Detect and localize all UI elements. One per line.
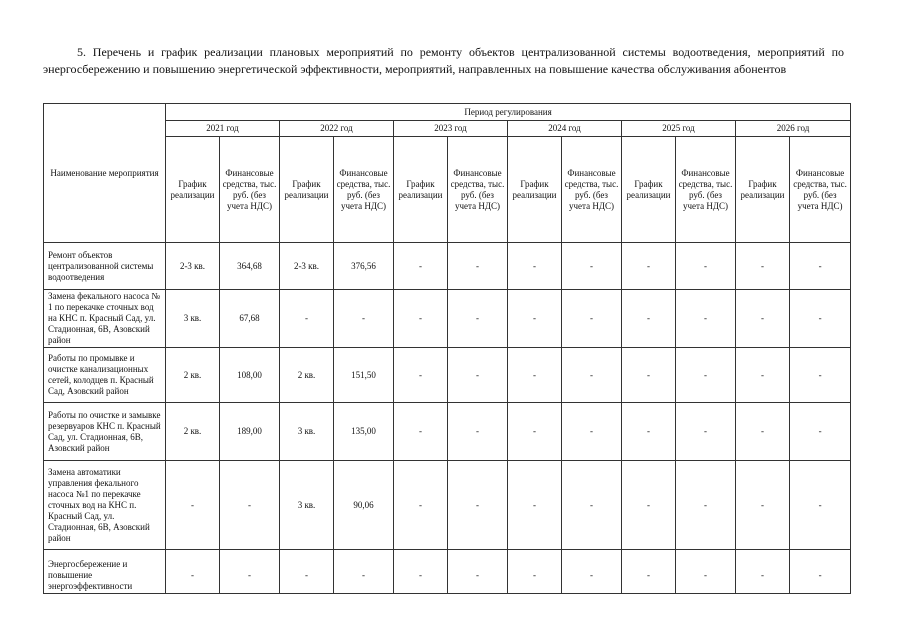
schedule-cell: - (508, 348, 562, 403)
finance-cell: - (790, 403, 851, 461)
year-header: 2021 год (166, 121, 280, 137)
finance-cell: - (562, 290, 622, 348)
schedule-cell: - (736, 348, 790, 403)
finance-cell: - (448, 403, 508, 461)
schedule-cell: 2 кв. (280, 348, 334, 403)
event-name-cell: Замена фекального насоса № 1 по перекачке сточных вод на КНС п. Красный Сад, ул. Стадионная, 6В, Азовский район (44, 290, 166, 348)
finance-cell: - (676, 558, 736, 594)
spacer-cell (166, 550, 220, 559)
year-header: 2022 год (280, 121, 394, 137)
period-header: Период регулирования (166, 104, 851, 121)
schedule-cell: 2-3 кв. (280, 243, 334, 290)
section-heading: 5. Перечень и график реализации плановых мероприятий по ремонту объектов централизованной системы водоотведения, мероприятий по энергосбережению и повышению энергетической эффективности, мероприятий, направленных на повышение качества обслуживания абонентов (43, 45, 844, 76)
table-row (44, 558, 851, 594)
spacer-cell (562, 550, 622, 559)
finance-cell: - (448, 461, 508, 550)
schedule-subheader: График реализации (736, 137, 790, 243)
finance-cell: - (562, 348, 622, 403)
finance-cell: 364,68 (220, 243, 280, 290)
finance-cell: - (562, 461, 622, 550)
event-name-cell: Энергосбережение и повышение энергоэффективности (44, 558, 166, 594)
schedule-cell: - (280, 290, 334, 348)
finance-cell: - (220, 558, 280, 594)
finance-subheader: Финансовые средства, тыс. руб. (без учета НДС) (334, 137, 394, 243)
spacer-cell (508, 550, 562, 559)
schedule-cell: - (622, 461, 676, 550)
schedule-subheader: График реализации (394, 137, 448, 243)
finance-subheader: Финансовые средства, тыс. руб. (без учета НДС) (220, 137, 280, 243)
schedule-cell: - (508, 403, 562, 461)
year-header: 2026 год (736, 121, 851, 137)
schedule-cell: 3 кв. (166, 290, 220, 348)
spacer-cell (44, 550, 166, 559)
schedule-cell: - (622, 403, 676, 461)
finance-cell: - (790, 558, 851, 594)
table-row (44, 461, 851, 550)
spacer-cell (622, 550, 676, 559)
spacer-cell (790, 550, 851, 559)
spacer-cell (280, 550, 334, 559)
finance-cell: - (448, 243, 508, 290)
schedule-cell: - (394, 461, 448, 550)
year-header: 2023 год (394, 121, 508, 137)
schedule-cell: - (736, 243, 790, 290)
schedule-subheader: График реализации (508, 137, 562, 243)
finance-subheader: Финансовые средства, тыс. руб. (без учета НДС) (790, 137, 851, 243)
schedule-cell: - (394, 290, 448, 348)
year-header: 2025 год (622, 121, 736, 137)
spacer-cell (736, 550, 790, 559)
schedule-subheader: График реализации (166, 137, 220, 243)
finance-cell: 376,56 (334, 243, 394, 290)
table-row (44, 290, 851, 348)
schedule-cell: - (394, 243, 448, 290)
year-header: 2024 год (508, 121, 622, 137)
schedule-cell: - (166, 558, 220, 594)
schedule-cell: 2-3 кв. (166, 243, 220, 290)
finance-cell: - (676, 290, 736, 348)
schedule-subheader: График реализации (622, 137, 676, 243)
finance-cell: - (790, 243, 851, 290)
finance-cell: - (790, 461, 851, 550)
finance-cell: 189,00 (220, 403, 280, 461)
schedule-cell: 2 кв. (166, 348, 220, 403)
schedule-cell: - (394, 558, 448, 594)
schedule-cell: 3 кв. (280, 461, 334, 550)
spacer-cell (334, 550, 394, 559)
finance-cell: - (676, 403, 736, 461)
schedule-cell: - (736, 461, 790, 550)
schedule-cell: - (736, 290, 790, 348)
event-name-cell: Работы по очистке и замывке резервуаров КНС п. Красный Сад, ул. Стадионная, 6В, Азовский район (44, 403, 166, 461)
schedule-cell: - (622, 243, 676, 290)
finance-cell: - (220, 461, 280, 550)
schedule-cell: - (508, 243, 562, 290)
schedule-cell: - (622, 348, 676, 403)
finance-subheader: Финансовые средства, тыс. руб. (без учета НДС) (562, 137, 622, 243)
finance-cell: 90,06 (334, 461, 394, 550)
finance-cell: - (562, 403, 622, 461)
finance-cell: - (334, 558, 394, 594)
event-name-cell: Замена автоматики управления фекального насоса №1 по перекачке сточных вод на КНС п. Красный Сад, ул. Стадионная, 6В, Азовский район (44, 461, 166, 550)
finance-subheader: Финансовые средства, тыс. руб. (без учета НДС) (448, 137, 508, 243)
finance-cell: - (448, 290, 508, 348)
finance-cell: - (676, 461, 736, 550)
table-row (44, 403, 851, 461)
schedule-cell: - (508, 290, 562, 348)
schedule-cell: - (280, 558, 334, 594)
schedule-cell: - (394, 348, 448, 403)
schedule-cell: - (736, 558, 790, 594)
finance-cell: - (790, 348, 851, 403)
finance-cell: - (334, 290, 394, 348)
spacer-cell (676, 550, 736, 559)
finance-subheader: Финансовые средства, тыс. руб. (без учета НДС) (676, 137, 736, 243)
schedule-cell: - (508, 461, 562, 550)
row-spacer (44, 550, 851, 559)
schedule-cell: - (622, 290, 676, 348)
event-name-cell: Работы по промывке и очистке канализационных сетей, колодцев п. Красный Сад, Азовский район (44, 348, 166, 403)
schedule-cell: - (622, 558, 676, 594)
spacer-cell (220, 550, 280, 559)
finance-cell: 67,68 (220, 290, 280, 348)
finance-cell: - (562, 558, 622, 594)
schedule-cell: - (508, 558, 562, 594)
schedule-cell: - (394, 403, 448, 461)
schedule-cell: - (166, 461, 220, 550)
name-header: Наименование мероприятия (44, 104, 166, 243)
schedule-cell: 2 кв. (166, 403, 220, 461)
finance-cell: - (676, 243, 736, 290)
finance-cell: 151,50 (334, 348, 394, 403)
spacer-cell (394, 550, 448, 559)
schedule-subheader: График реализации (280, 137, 334, 243)
event-name-cell: Ремонт объектов централизованной системы водоотведения (44, 243, 166, 290)
table-row (44, 243, 851, 290)
plan-table (43, 103, 851, 594)
finance-cell: - (676, 348, 736, 403)
schedule-cell: - (736, 403, 790, 461)
finance-cell: - (448, 348, 508, 403)
finance-cell: 108,00 (220, 348, 280, 403)
finance-cell: - (448, 558, 508, 594)
finance-cell: 135,00 (334, 403, 394, 461)
finance-cell: - (562, 243, 622, 290)
spacer-cell (448, 550, 508, 559)
schedule-cell: 3 кв. (280, 403, 334, 461)
finance-cell: - (790, 290, 851, 348)
table-row (44, 348, 851, 403)
